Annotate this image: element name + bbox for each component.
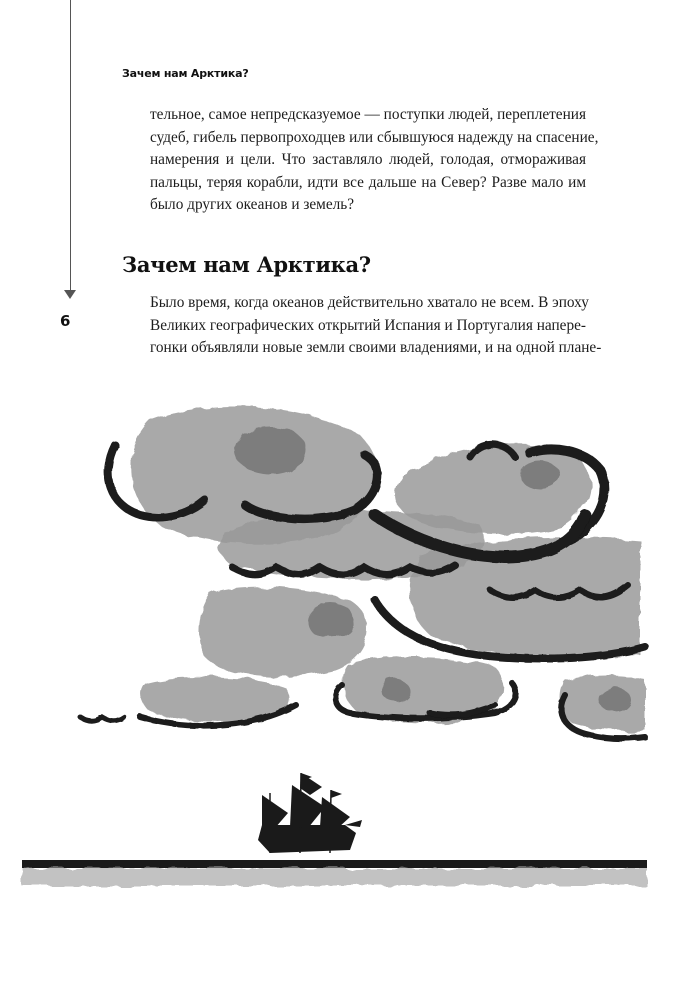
water-wash xyxy=(22,868,647,886)
section-heading: Зачем нам Арктика? xyxy=(122,252,371,277)
text-line: тельное, самое непредсказуемое — поступки людей, переплетения xyxy=(150,106,586,123)
text-line: гонки объявляли новые земли своими владениями, и на одной плане- xyxy=(150,339,602,356)
text-line: Было время, когда океанов действительно хватало не всем. В эпоху xyxy=(150,294,589,311)
clouds-and-ship-picture xyxy=(0,395,681,895)
text-line: было других океанов и земель? xyxy=(150,196,355,213)
running-head: Зачем нам Арктика? xyxy=(122,67,249,80)
text-line: Великих географических открытий Испания и Португалия напере- xyxy=(150,316,586,334)
text-line: пальцы, теряя корабли, идти все дальше на Север? Разве мало им xyxy=(150,173,586,191)
paragraph-2 xyxy=(150,292,602,360)
arrow-down-icon xyxy=(64,290,76,299)
ink-illustration xyxy=(0,395,681,895)
horizon-line xyxy=(22,860,647,868)
text-line: судеб, гибель первопроходцев или сбывшуюся надежду на спасение, xyxy=(150,128,599,146)
page-number: 6 xyxy=(60,312,71,330)
margin-rule xyxy=(70,0,71,292)
paragraph-1 xyxy=(150,104,599,217)
sailing-ship-icon xyxy=(258,773,362,853)
text-line: намерения и цели. Что заставляло людей, голодая, отмораживая xyxy=(150,151,586,168)
